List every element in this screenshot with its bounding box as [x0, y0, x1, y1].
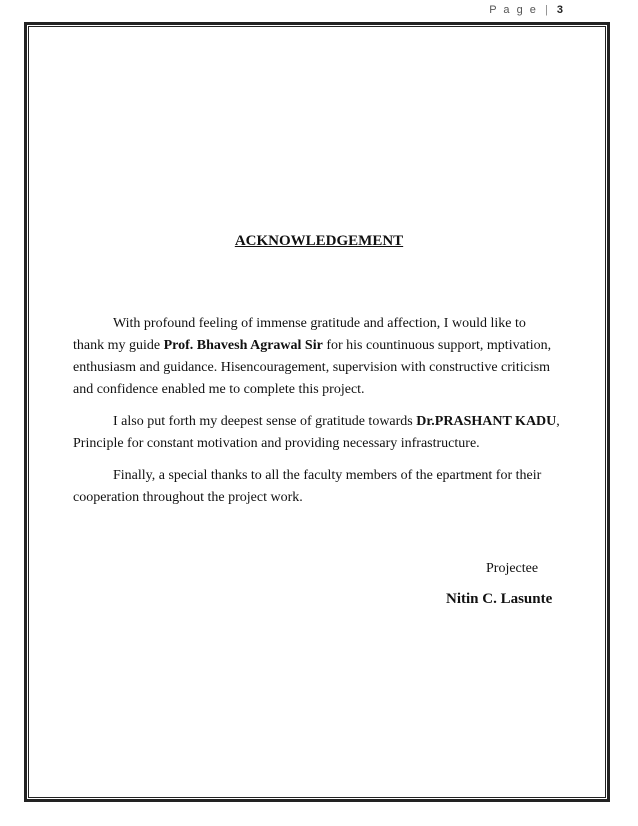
paragraph-gratitude [73, 313, 560, 401]
title-text: ACKNOWLEDGEMENT [234, 233, 404, 249]
paragraph-3-text: Finally, a special thanks to all the faculty members of the epartment for their cooperation throughout the project work. [73, 468, 542, 505]
page-title [0, 233, 638, 250]
paragraph-principal [73, 411, 560, 455]
paragraph-faculty [73, 465, 560, 509]
principal-name: Dr.PRASHANT KADU [416, 414, 557, 429]
signature-role: Projectee [486, 561, 539, 576]
page-label: P a g e [489, 4, 538, 16]
paragraph-1-text-before: With profound feeling of immense gratitude and affection, I would like to thank my guide [73, 316, 526, 353]
paragraph-2-text-before: I also put forth my deepest sense of gratitude towards [113, 414, 417, 429]
paragraph-1-text-after: for his countinuous support, mptivation, enthusiasm and guidance. Hisencouragement, supervision with constructive criticism and confidence enabled me to complete this project. [73, 338, 552, 397]
page-separator: | [544, 4, 550, 16]
signature-name: Nitin C. Lasunte [446, 591, 553, 607]
guide-name: Prof. Bhavesh Agrawal Sir [163, 338, 323, 353]
page-number: 3 [556, 4, 563, 16]
acknowledgement-body [73, 313, 560, 519]
page-header [489, 4, 563, 16]
paragraph-2-text-after: , Principle for constant motivation and providing necessary infrastructure. [73, 414, 560, 451]
